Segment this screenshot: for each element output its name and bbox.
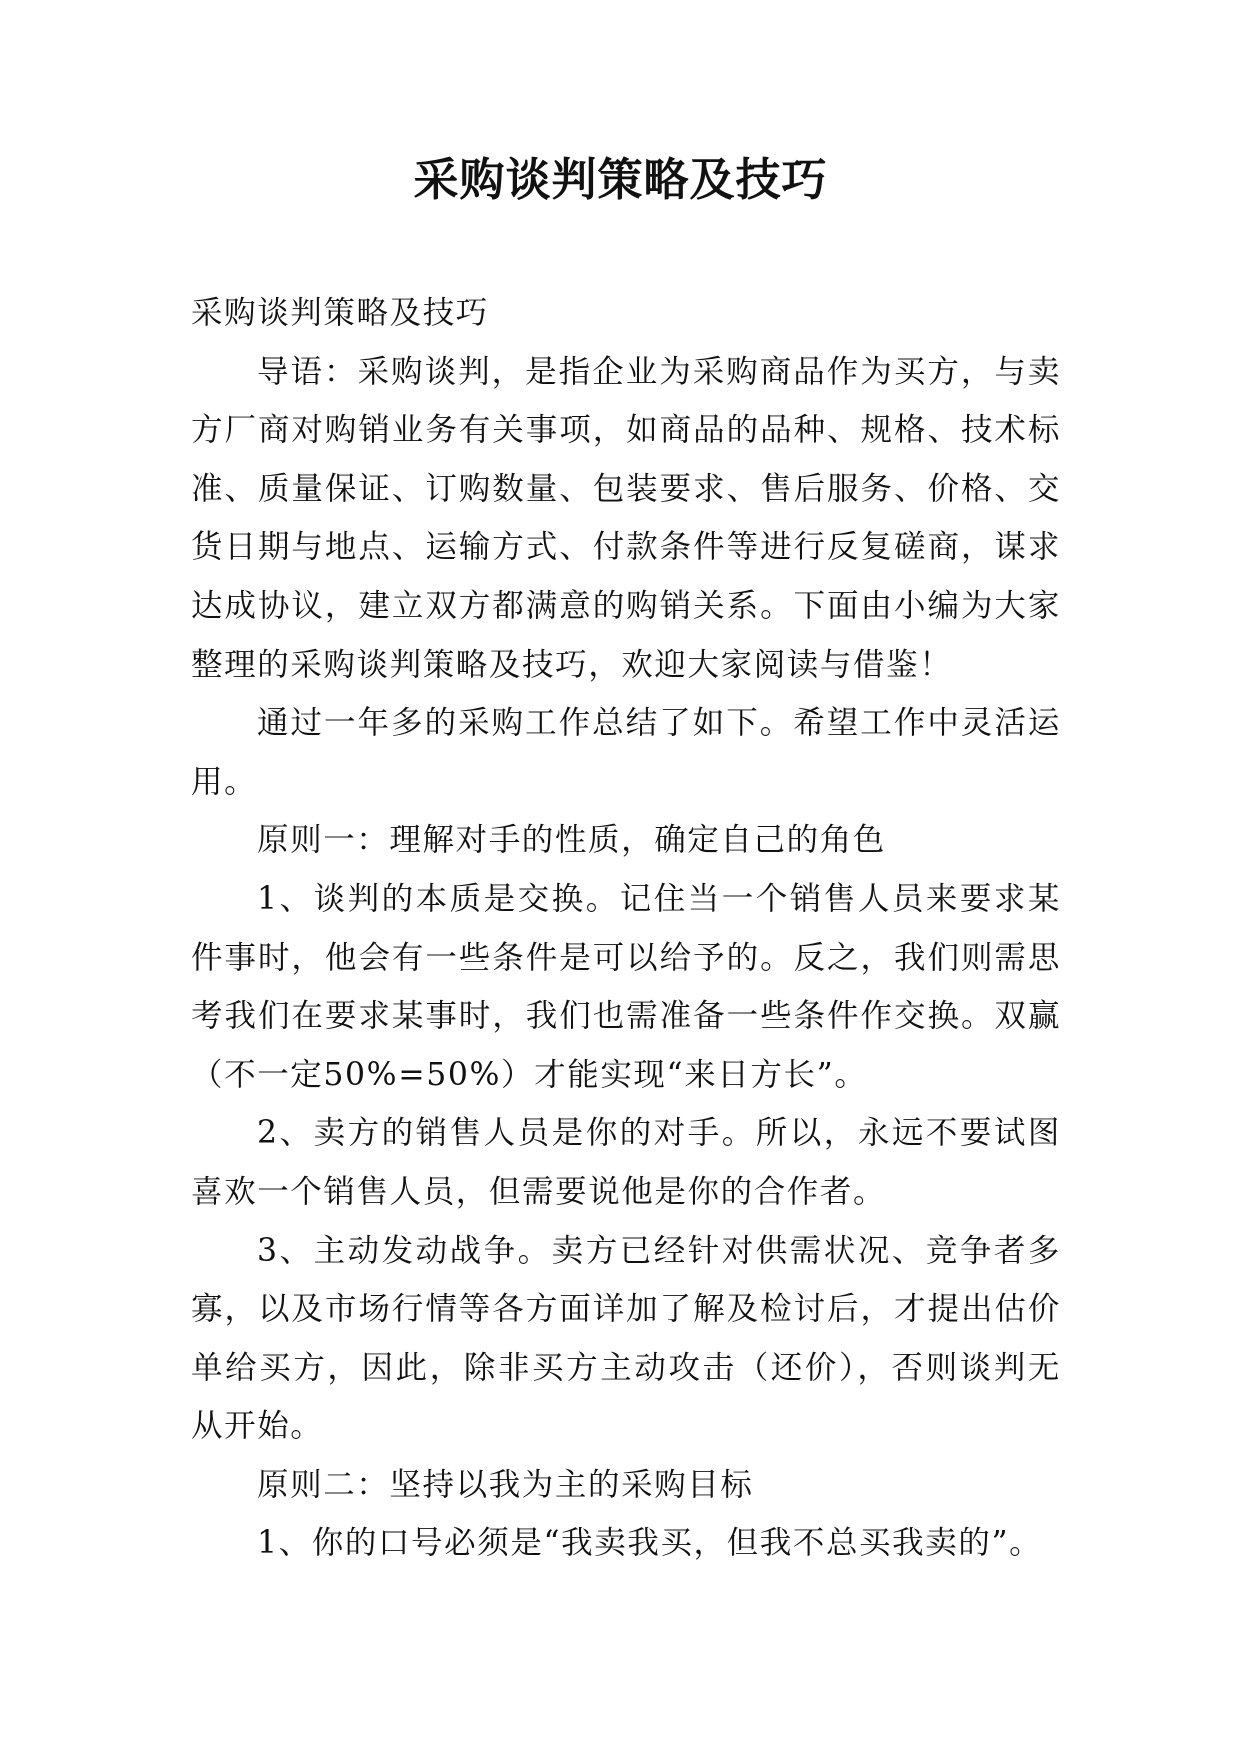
paragraph-heading: 采购谈判策略及技巧 [191, 295, 489, 331]
principle-two-heading: 原则二：坚持以我为主的采购目标 [257, 1466, 754, 1503]
principle-one-heading: 原则一：理解对手的性质，确定自己的角色 [257, 822, 886, 859]
document-title: 采购谈判策略及技巧 [413, 153, 828, 206]
principle-one-item-1: 1、谈判的本质是交换。记住当一个销售人员来要求某件事时，他会有一些条件是可以给予的。反之，我们则需思考我们在要求某事时，我们也需准备一些条件作交换。双赢（不一定50%=50%）才能实现“来日方长”。 [191, 880, 1061, 1093]
principle-one-item-3: 3、主动发动战争。卖方已经针对供需状况、竞争者多寡，以及市场行情等各方面详加了解及检讨后，才提出估价单给买方，因此，除非买方主动攻击（还价），否则谈判无从开始。 [191, 1232, 1061, 1445]
principle-one-item-2: 2、卖方的销售人员是你的对手。所以，永远不要试图喜欢一个销售人员，但需要说他是你的合作者。 [191, 1115, 1061, 1210]
paragraph-intro: 导语：采购谈判，是指企业为采购商品作为买方，与卖方厂商对购销业务有关事项，如商品的品种、规格、技术标准、质量保证、订购数量、包装要求、售后服务、价格、交货日期与地点、运输方式、付款条件等进行反复磋商，谋求达成协议，建立双方都满意的购销关系。下面由小编为大家整理的采购谈判策略及技巧，欢迎大家阅读与借鉴！ [191, 353, 1061, 683]
principle-two-item-1: 1、你的口号必须是“我卖我买，但我不总买我卖的”。 [257, 1525, 1043, 1562]
paragraph-summary: 通过一年多的采购工作总结了如下。希望工作中灵活运用。 [191, 705, 1061, 800]
document-body [191, 284, 1061, 1573]
